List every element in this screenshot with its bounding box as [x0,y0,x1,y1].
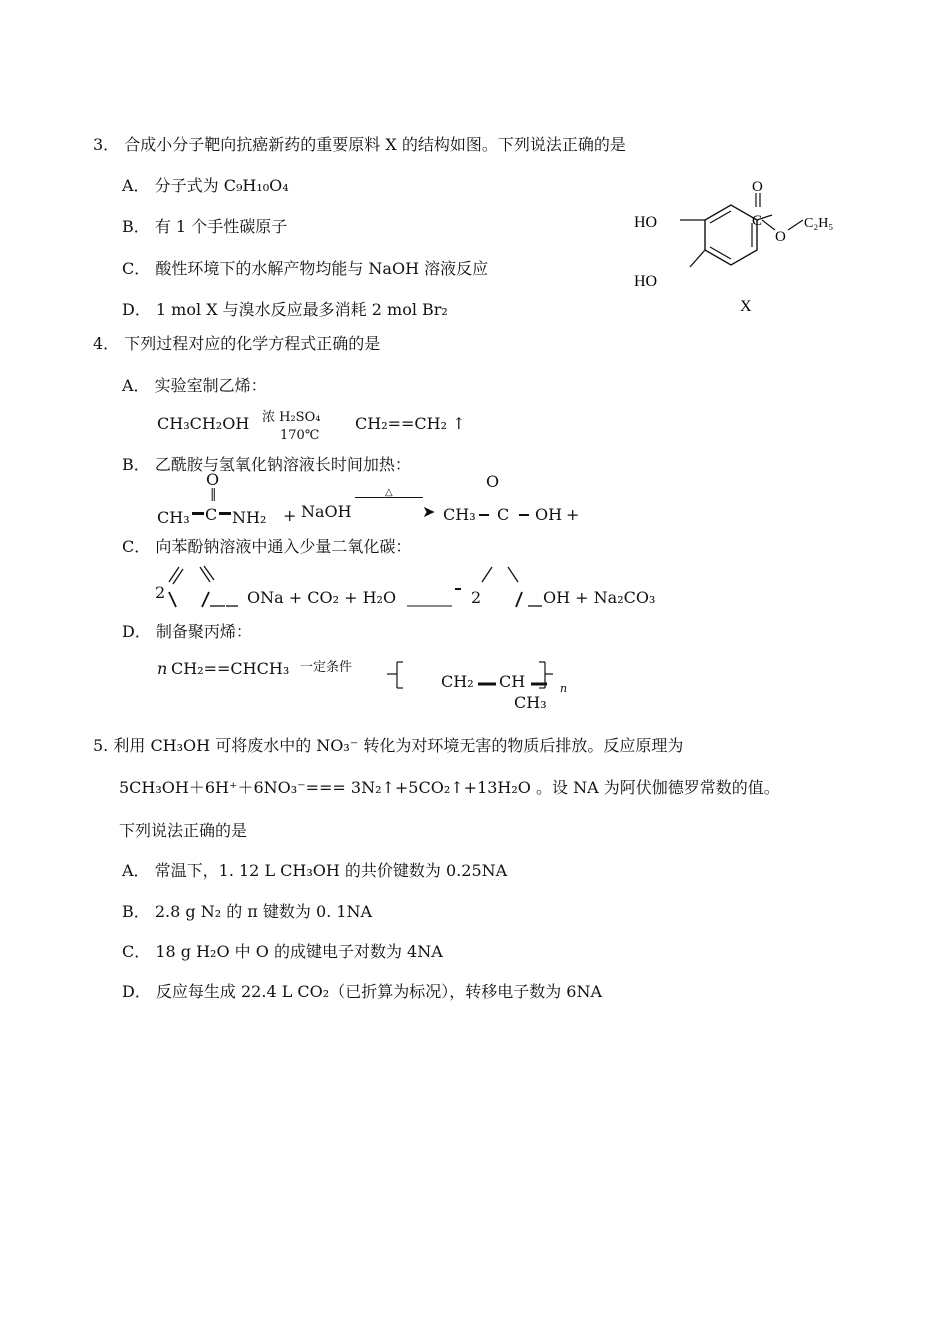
q4a-condition-top: 浓 H₂SO₄ [262,410,321,425]
q4b-oh: OH [535,505,563,524]
q3-option-c: C． 酸性环境下的水解产物均能与 NaOH 溶液反应 [122,259,489,278]
carbon-label: C [752,213,763,229]
q4-option-b-label: B． 乙酰胺与氢氧化钠溶液长时间加热： [122,455,411,474]
q4b-ch3-right: CH₃ [443,505,476,524]
q5-stem: 5. 利用 CH₃OH 可将废水中的 NO₃⁻ 转化为对环境无害的物质后排放。反应原理为 [93,736,684,755]
q4b-ch3-left: CH₃ [157,508,190,527]
q4d-ch3: CH₃ [514,693,547,712]
ester-o-label: O [775,229,786,245]
q4d-ch: CH [499,672,526,691]
q3-option-a: A． 分子式为 C₉H₁₀O₄ [122,176,289,195]
carbonyl-o-label: O [752,179,763,195]
q4b-o-left: O [206,470,220,489]
q4d-monomer: CH₂==CHCH₃ [171,659,290,678]
q4b-plus-1: + [283,506,297,525]
ho-bottom-label: HO [634,273,658,290]
q4b-bond-1 [192,512,204,515]
q4a-condition-bottom: 170℃ [280,428,320,443]
q3-stem: 3． 合成小分子靶向抗癌新药的重要原料 X 的结构如图。下列说法正确的是 [93,135,626,154]
q4b-plus-2: + [566,505,580,524]
q4b-c-left: C [205,505,218,524]
structure-x [620,175,860,320]
structure-label: X [740,298,752,315]
q4-stem: 4． 下列过程对应的化学方程式正确的是 [93,334,381,353]
q5-option-c: C． 18 g H₂O 中 O 的成键电子对数为 4NA [122,942,443,961]
q4b-bond-4 [519,514,529,516]
q4a-reactant: CH₃CH₂OH [157,414,250,433]
q4c-products: OH + Na₂CO₃ [543,588,656,607]
q4b-bond-2 [219,512,231,515]
q5-stem-2: 下列说法正确的是 [119,821,248,840]
q3-option-b: B． 有 1 个手性碳原子 [122,217,288,236]
q4d-n-subscript: n [560,682,568,695]
q3-option-d: D． 1 mol X 与溴水反应最多消耗 2 mol Br₂ [122,300,448,319]
q4b-naoh: NaOH [301,502,352,521]
q4b-nh2: NH₂ [232,508,267,527]
q4c-coef-right: 2 [471,588,482,607]
q4d-n: n [157,659,168,678]
q5-equation: 5CH₃OH＋6H⁺＋6NO₃⁻=== 3N₂↑+5CO₂↑+13H₂O 。设 NA 为阿伏伽德罗常数的值。 [119,778,780,797]
q4-option-d-label: D． 制备聚丙烯： [122,622,252,641]
q4a-product: CH₂==CH₂ ↑ [355,414,466,433]
q4b-bond-3 [479,514,489,516]
q5-option-d: D． 反应每生成 22.4 L CO₂（已折算为标况），转移电子数为 6NA [122,982,603,1001]
q4c-reactants: ONa + CO₂ + H₂O [247,588,397,607]
q4b-o-right: O [486,472,500,491]
q4d-ch2: CH₂ [441,672,474,691]
q4b-double-bond: ‖ [210,487,217,502]
q4b-heat-symbol: △ [385,487,393,498]
q4c-coef-left: 2 [155,583,166,602]
q4b-arrowhead: ➤ [422,502,436,521]
q4-option-a-label: A． 实验室制乙烯： [122,376,267,395]
ho-top-label: HO [634,214,658,231]
ethyl-label: C₂H₅ [804,216,834,231]
q4b-c-right: C [497,505,510,524]
q4-option-c-label: C． 向苯酚钠溶液中通入少量二氧化碳： [122,537,412,556]
q4d-condition: 一定条件 [300,660,353,675]
q5-option-b: B． 2.8 g N₂ 的 π 键数为 0. 1NA [122,902,373,921]
q5-option-a: A． 常温下，1. 12 L CH₃OH 的共价键数为 0.25NA [122,861,508,880]
